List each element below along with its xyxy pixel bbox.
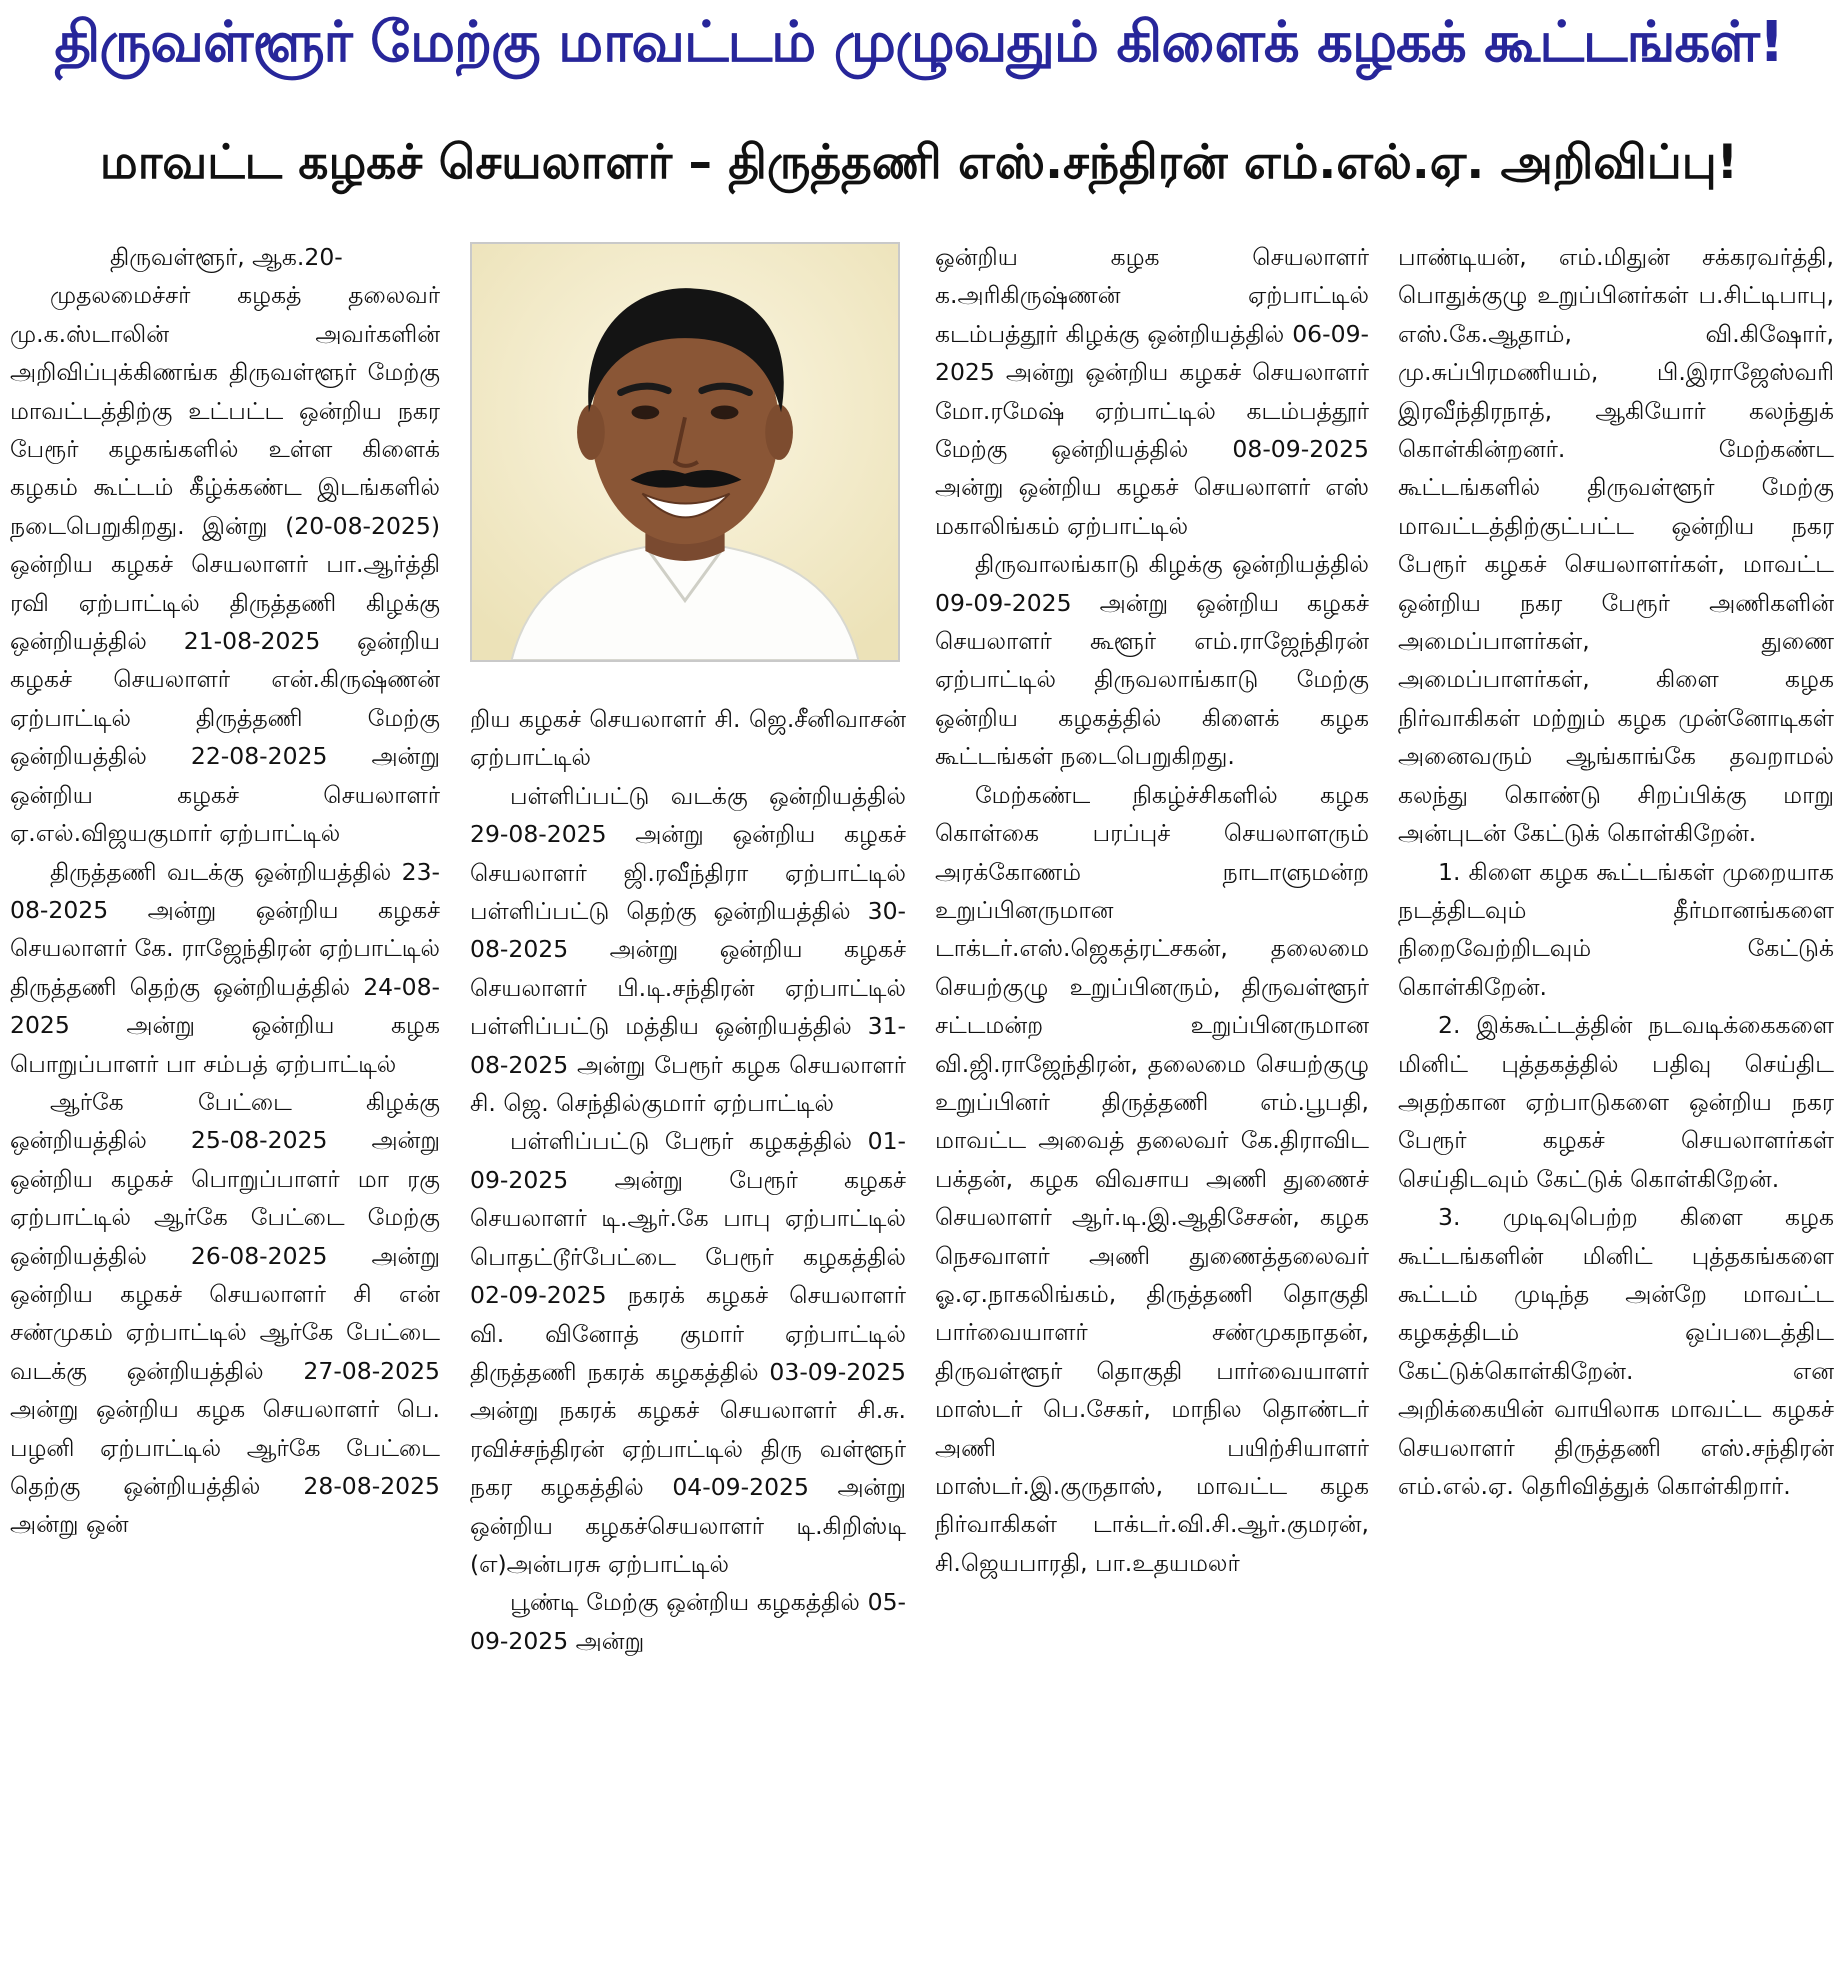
article-column-3: [935, 238, 1369, 1978]
numbered-point: 1. கிளை கழக கூட்டங்கள் முறையாக நடத்திடவும் தீர்மானங்களை நிறைவேற்றிடவும் கேட்டுக் கொள்கிறேன்.: [1398, 857, 1834, 1001]
headline: திருவள்ளூர் மேற்கு மாவட்டம் முழுவதும் கிளைக் கழகக் கூட்டங்கள்!: [54, 10, 1784, 75]
paragraph: ஒன்றிய கழக செயலாளர் க.அரிகிருஷ்ணன் ஏற்பாட்டில் கடம்பத்தூர் கிழக்கு ஒன்றியத்தில் 06-09-2025 அன்று ஒன்றிய கழகச் செயலாளர் மோ.ரமேஷ் ஏற்பாட்டில் கடம்பத்தூர் மேற்கு ஒன்றியத்தில் 08-09-2025 அன்று ஒன்றிய கழகச் செயலாளர் எஸ் மகாலிங்கம் ஏற்பாட்டில்: [935, 243, 1369, 540]
person-portrait-icon: [472, 244, 898, 660]
portrait-photo: [470, 242, 900, 662]
article-column-2: [470, 700, 906, 1978]
paragraph: பாண்டியன், எம்.மிதுன் சக்கரவர்த்தி, பொதுக்குழு உறுப்பினர்கள் ப.சிட்டிபாபு, எஸ்.கே.ஆதாம், வி.கிஷோர், மு.சுப்பிரமணியம், பி.இராஜேஸ்வரி இரவீந்திரநாத், ஆகியோர் கலந்துக் கொள்கின்றனர். மேற்கண்ட கூட்டங்களில் திருவள்ளூர் மேற்கு மாவட்டத்திற்குட்பட்ட ஒன்றிய நகர பேரூர் கழகச் செயலாளர்கள், மாவட்ட ஒன்றிய நகர பேரூர் அணிகளின் அமைப்பாளர்கள், துணை அமைப்பாளர்கள், கிளை கழக நிர்வாகிகள் மற்றும் கழக முன்னோடிகள் அனைவரும் ஆங்காங்கே தவறாமல் கலந்து கொண்டு சிறப்பிக்கு மாறு அன்புடன் கேட்டுக் கொள்கிறேன்.: [1398, 243, 1834, 848]
article-column-1: [10, 238, 440, 1978]
article-column-4: [1398, 238, 1834, 1978]
numbered-point: 2. இக்கூட்டத்தின் நடவடிக்கைகளை மினிட் புத்தகத்தில் பதிவு செய்திட அதற்கான ஏற்பாடுகளை ஒன்றிய நகர பேரூர் கழகச் செயலாளர்கள் செய்திடவும் கேட்டுக் கொள்கிறேன்.: [1398, 1011, 1834, 1193]
dateline: திருவள்ளூர், ஆக.20-: [110, 243, 343, 271]
subheadline: மாவட்ட கழகச் செயலாளர் – திருத்தணி எஸ்.சந்திரன் எம்.எல்.ஏ. அறிவிப்பு!: [99, 135, 1739, 190]
numbered-point: 3. முடிவுபெற்ற கிளை கழக கூட்டங்களின் மினிட் புத்தகங்களை கூட்டம் முடிந்த அன்றே மாவட்ட கழகத்திடம் ஒப்படைத்திட கேட்டுக்கொள்கிறேன். என அறிக்கையின் வாயிலாக மாவட்ட கழகச் செயலாளர் திருத்தணி எஸ்.சந்திரன் எம்.எல்.ஏ. தெரிவித்துக் கொள்கிறார்.: [1398, 1203, 1834, 1500]
paragraph: பள்ளிப்பட்டு பேரூர் கழகத்தில் 01-09-2025 அன்று பேரூர் கழகச் செயலாளர் டி.ஆர்.கே பாபு ஏற்பாட்டில் பொதட்டூர்பேட்டை பேரூர் கழகத்தில் 02-09-2025 நகரக் கழகச் செயலாளர் வி. வினோத் குமார் ஏற்பாட்டில் திருத்தணி நகரக் கழகத்தில் 03-09-2025 அன்று நகரக் கழகச் செயலாளர் சி.சு. ரவிச்சந்திரன் ஏற்பாட்டில் திரு வள்ளூர் நகர கழகத்தில் 04-09-2025 அன்று ஒன்றிய கழகச்செயலாளர் டி.கிறிஸ்டி (எ)அன்பரசு ஏற்பாட்டில்: [470, 1127, 906, 1578]
paragraph: திருத்தணி வடக்கு ஒன்றியத்தில் 23-08-2025 அன்று ஒன்றிய கழகச் செயலாளர் கே. ராஜேந்திரன் ஏற்பாட்டில் திருத்தணி தெற்கு ஒன்றியத்தில் 24-08-2025 அன்று ஒன்றிய கழக பொறுப்பாளர் பா சம்பத் ஏற்பாட்டில்: [10, 857, 440, 1078]
paragraph: பள்ளிப்பட்டு வடக்கு ஒன்றியத்தில் 29-08-2025 அன்று ஒன்றிய கழகச் செயலாளர் ஜி.ரவீந்திரா ஏற்பாட்டில் பள்ளிப்பட்டு தெற்கு ஒன்றியத்தில் 30-08-2025 அன்று ஒன்றிய கழகச் செயலாளர் பி.டி.சந்திரன் ஏற்பாட்டில் பள்ளிப்பட்டு மத்திய ஒன்றியத்தில் 31-08-2025 அன்று பேரூர் கழக செயலாளர் சி. ஜெ. செந்தில்குமார் ஏற்பாட்டில்: [470, 781, 906, 1118]
paragraph: முதலமைச்சர் கழகத் தலைவர் மு.க.ஸ்டாலின் அவர்களின் அறிவிப்புக்கிணங்க திருவள்ளூர் மேற்கு மாவட்டத்திற்கு உட்பட்ட ஒன்றிய நகர பேரூர் கழகங்களில் உள்ள கிளைக் கழகம் கூட்டம் கீழ்க்கண்ட இடங்களில் நடைபெறுகிறது. இன்று (20-08-2025) ஒன்றிய கழகச் செயலாளர் பா.ஆர்த்தி ரவி ஏற்பாட்டில் திருத்தணி கிழக்கு ஒன்றியத்தில் 21-08-2025 ஒன்றிய கழகச் செயலாளர் என்.கிருஷ்ணன் ஏற்பாட்டில் திருத்தணி மேற்கு ஒன்றியத்தில் 22-08-2025 அன்று ஒன்றிய கழகச் செயலாளர் ஏ.எல்.விஜயகுமார் ஏற்பாட்டில்: [10, 281, 440, 848]
paragraph: பூண்டி மேற்கு ஒன்றிய கழகத்தில் 05-09-2025 அன்று: [470, 1588, 906, 1655]
paragraph: றிய கழகச் செயலாளர் சி. ஜெ.சீனிவாசன் ஏற்பாட்டில்: [470, 705, 906, 772]
paragraph: ஆர்கே பேட்டை கிழக்கு ஒன்றியத்தில் 25-08-2025 அன்று ஒன்றிய கழகச் பொறுப்பாளர் மா ரகு ஏற்பாட்டில் ஆர்கே பேட்டை மேற்கு ஒன்றியத்தில் 26-08-2025 அன்று ஒன்றிய கழகச் செயலாளர் சி என் சண்முகம் ஏற்பாட்டில் ஆர்கே பேட்டை வடக்கு ஒன்றியத்தில் 27-08-2025 அன்று ஒன்றிய கழக செயலாளர் பெ. பழனி ஏற்பாட்டில் ஆர்கே பேட்டை தெற்கு ஒன்றியத்தில் 28-08-2025 அன்று ஒன்: [10, 1087, 440, 1539]
paragraph: திருவாலங்காடு கிழக்கு ஒன்றியத்தில் 09-09-2025 அன்று ஒன்றிய கழகச் செயலாளர் கூளூர் எம்.ராஜேந்திரன் ஏற்பாட்டில் திருவலாங்காடு மேற்கு ஒன்றிய கழகத்தில் கிளைக் கழக கூட்டங்கள் நடைபெறுகிறது.: [935, 550, 1369, 771]
paragraph: மேற்கண்ட நிகழ்ச்சிகளில் கழக கொள்கை பரப்புச் செயலாளரும் அரக்கோணம் நாடாளுமன்ற உறுப்பினருமான டாக்டர்.எஸ்.ஜெகத்ரட்சகன், தலைமை செயற்குழு உறுப்பினரும், திருவள்ளூர் சட்டமன்ற உறுப்பினருமான வி.ஜி.ராஜேந்திரன், தலைமை செயற்குழு உறுப்பினர் திருத்தணி எம்.பூபதி, மாவட்ட அவைத் தலைவர் கே.திராவிட பக்தன், கழக விவசாய அணி துணைச் செயலாளர் ஆர்.டி.இ.ஆதிசேசன், கழக நெசவாளர் அணி துணைத்தலைவர் ஓ.ஏ.நாகலிங்கம், திருத்தணி தொகுதி பார்வையாளர் சண்முகநாதன், திருவள்ளூர் தொகுதி பார்வையாளர் மாஸ்டர் பெ.சேகர், மாநில தொண்டர் அணி பயிற்சியாளர் மாஸ்டர்.இ.குருதாஸ், மாவட்ட கழக நிர்வாகிகள் டாக்டர்.வி.சி.ஆர்.குமரன், சி.ஜெயபாரதி, பா.உதயமலர்: [935, 780, 1369, 1577]
